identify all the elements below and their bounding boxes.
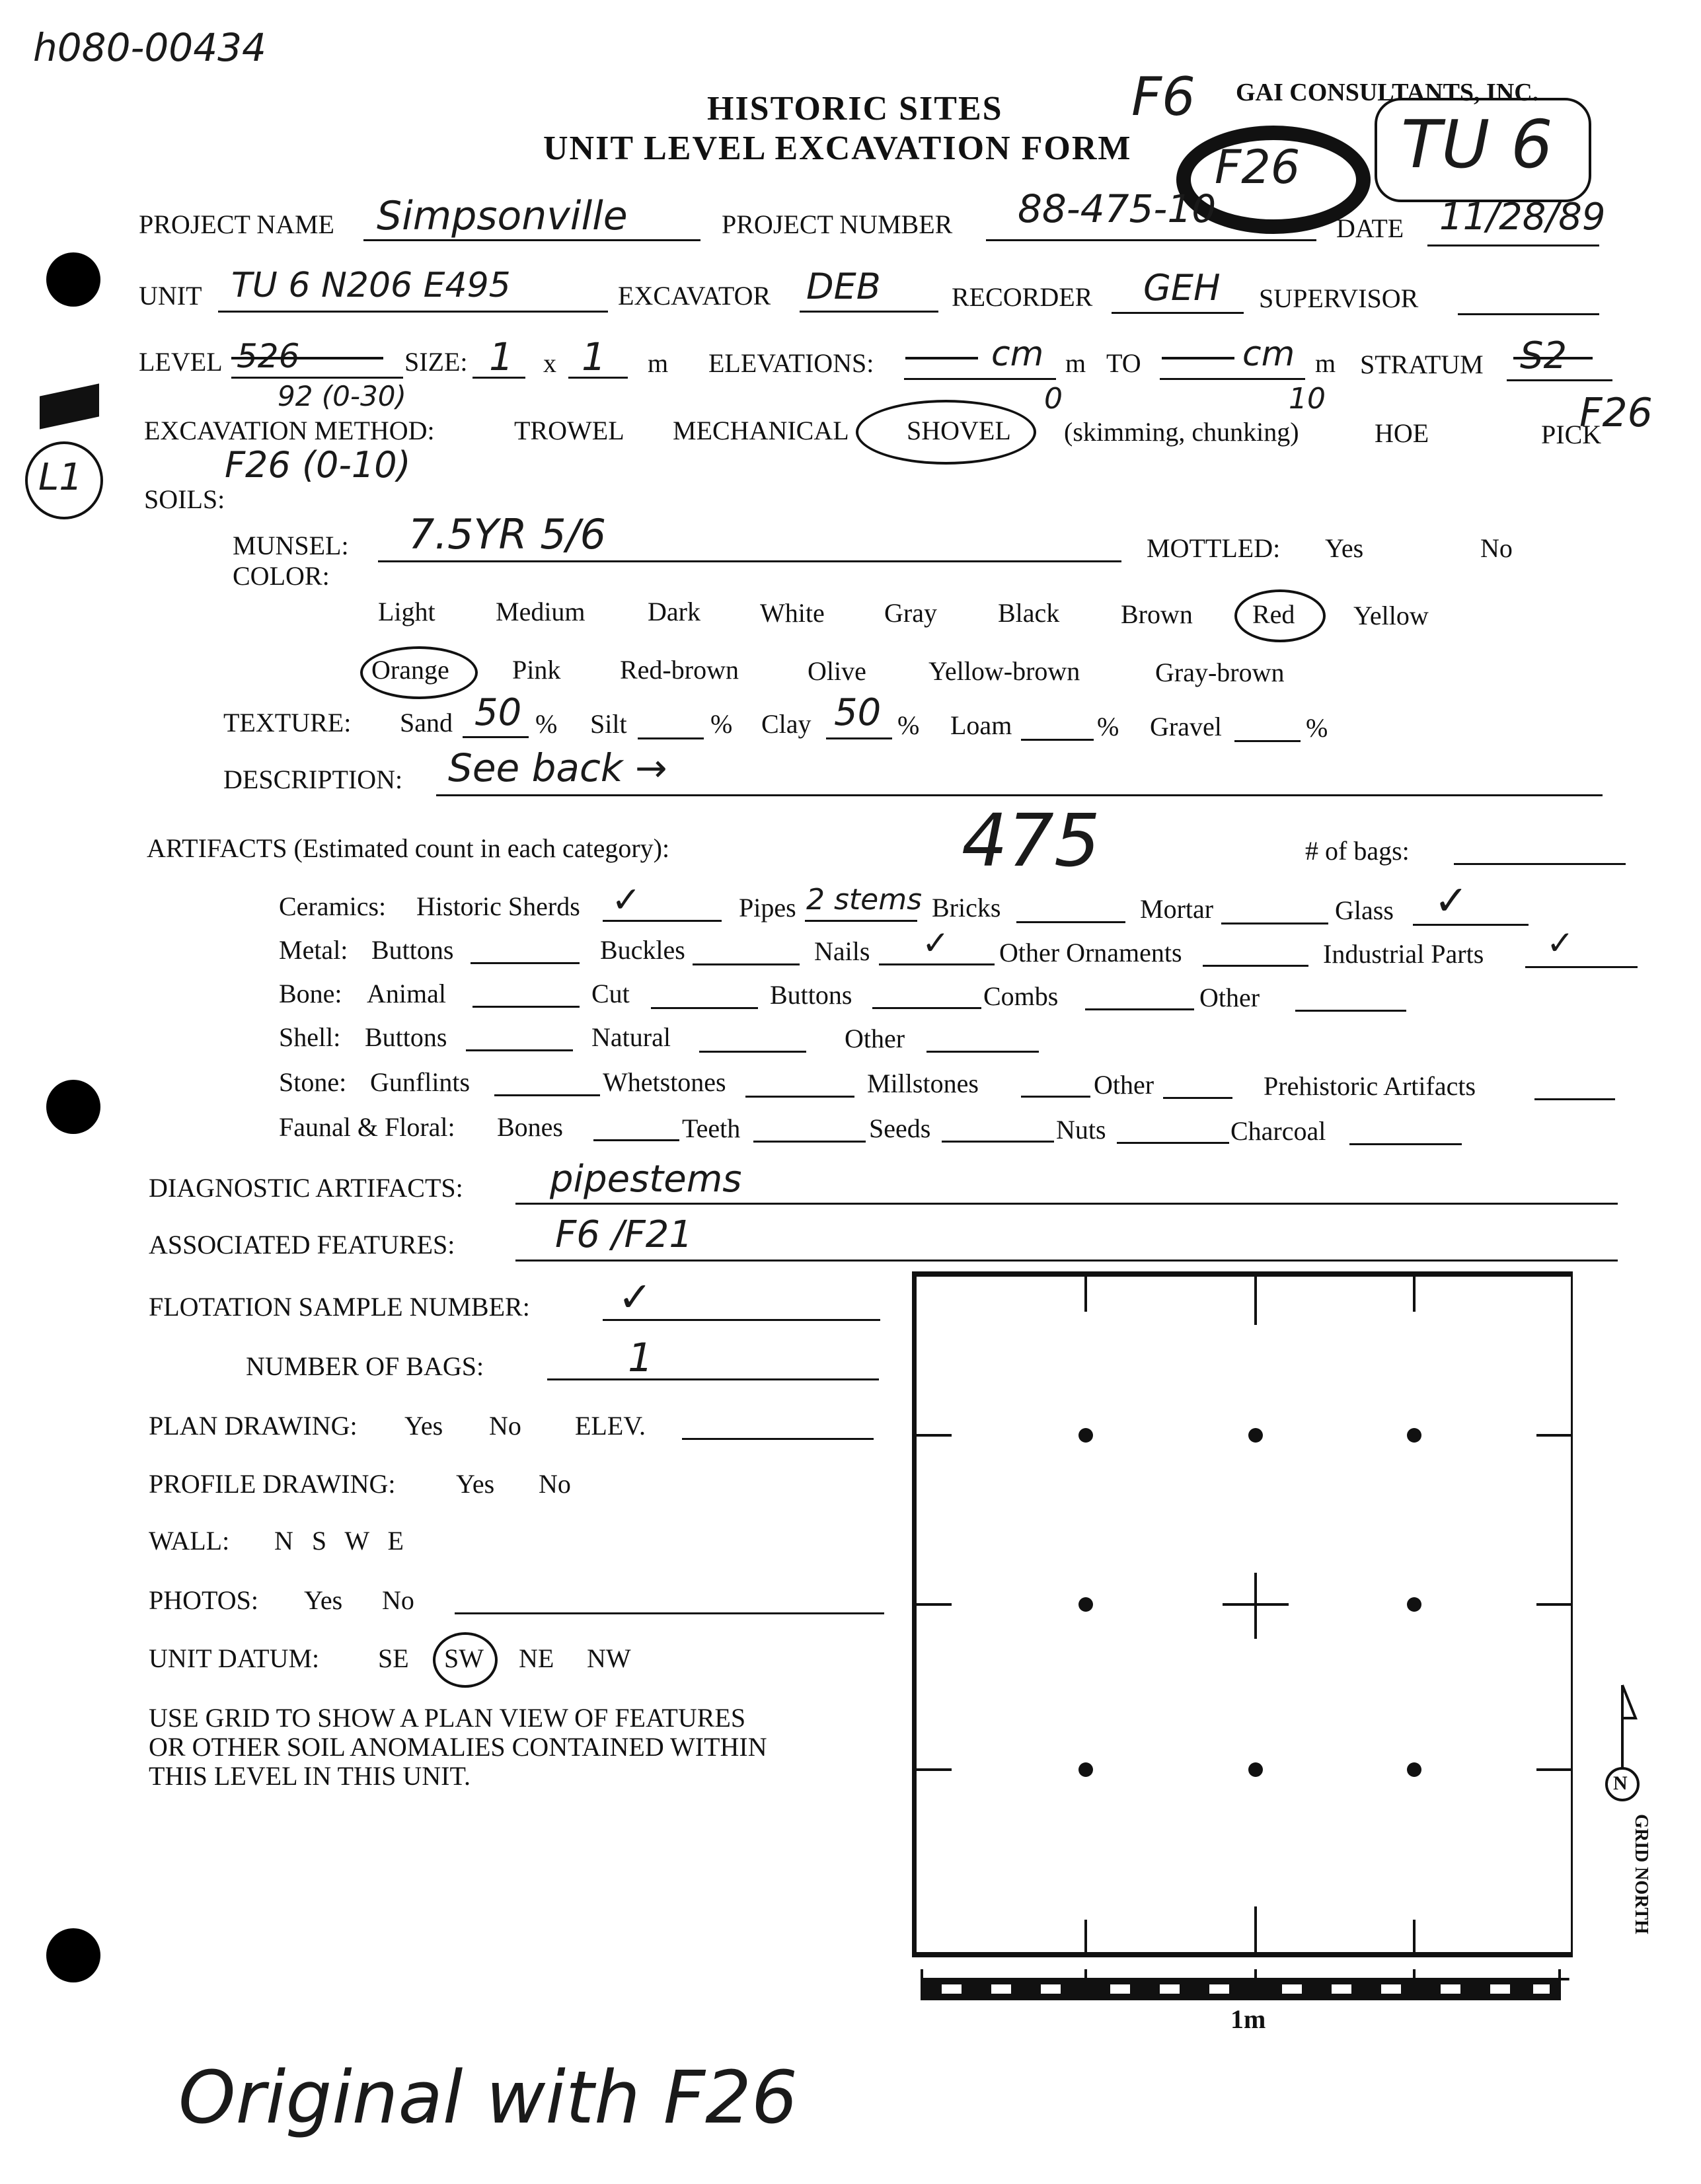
faunal-charcoal-label: Charcoal [1230, 1116, 1326, 1146]
supervisor-field[interactable] [1458, 313, 1599, 315]
color-light[interactable]: Light [378, 597, 435, 626]
wall-label: WALL: [149, 1526, 230, 1556]
shell-natural-label: Natural [591, 1022, 671, 1052]
unit-value: TU 6 N206 E495 [231, 266, 511, 305]
color-black[interactable]: Black [998, 598, 1060, 628]
m2: m [1315, 348, 1336, 378]
bone-cut-field[interactable] [651, 1007, 758, 1009]
diagnostic-label: DIAGNOSTIC ARTIFACTS: [149, 1173, 463, 1203]
profile-yes[interactable]: Yes [456, 1469, 495, 1499]
stone-whetstones-label: Whetstones [603, 1067, 726, 1097]
color-white[interactable]: White [760, 598, 825, 628]
margin-scribble [40, 383, 99, 429]
sand-field[interactable] [463, 736, 529, 738]
bags-count-label: # of bags: [1305, 836, 1410, 866]
gravel-pct: % [1306, 713, 1328, 743]
punch-hole [46, 252, 100, 307]
elevations-label: ELEVATIONS: [708, 348, 874, 378]
stratum-label: STRATUM [1360, 350, 1484, 379]
number-of-bags-value: 1 [628, 1335, 654, 1381]
method-mechanical[interactable]: MECHANICAL [673, 416, 849, 445]
elev-to-value: 10 [1289, 382, 1326, 416]
metal-nails-field[interactable] [879, 963, 995, 965]
supervisor-label: SUPERVISOR [1259, 283, 1419, 313]
metal-label: Metal: [279, 935, 348, 965]
faunal-bones-field[interactable] [593, 1139, 679, 1141]
plan-grid[interactable] [912, 1262, 1573, 2042]
red-circle [1234, 589, 1326, 642]
grid-north-label: GRID NORTH [1630, 1814, 1651, 1934]
number-of-bags-label: NUMBER OF BAGS: [246, 1351, 484, 1381]
silt-pct: % [710, 709, 733, 739]
color-red[interactable]: Red [1252, 599, 1295, 629]
north-letter: N [1613, 1772, 1628, 1794]
recorder-label: RECORDER [952, 282, 1093, 312]
shell-other-field[interactable] [926, 1051, 1039, 1053]
stone-prehistoric-label: Prehistoric Artifacts [1264, 1071, 1476, 1101]
sand-value: 50 [474, 691, 522, 734]
hand-tu6: TU 6 [1401, 106, 1553, 183]
datum-ne[interactable]: NE [519, 1643, 554, 1673]
faunal-teeth-field[interactable] [753, 1141, 866, 1143]
stone-millstones-field[interactable] [1021, 1096, 1090, 1098]
project-name-value: Simpsonville [377, 193, 628, 239]
scale-label: 1m [1230, 2004, 1266, 2034]
grid-border [914, 1274, 1573, 1955]
date-field[interactable] [1427, 245, 1599, 246]
faunal-nuts-field[interactable] [1117, 1142, 1229, 1144]
color-brown[interactable]: Brown [1121, 599, 1193, 629]
grid-note-line-2: OR OTHER SOIL ANOMALIES CONTAINED WITHIN [149, 1732, 767, 1762]
ceramics-glass-value: ✓ [1434, 876, 1468, 924]
faunal-charcoal-field[interactable] [1349, 1143, 1462, 1145]
loam-pct: % [1097, 712, 1119, 741]
stone-whetstones-field[interactable] [745, 1096, 854, 1098]
photos-label: PHOTOS: [149, 1585, 258, 1615]
stone-other-field[interactable] [1163, 1097, 1232, 1099]
ceramics-sherds-value: ✓ [611, 879, 642, 921]
loam-label: Loam [950, 710, 1012, 740]
ceramics-sherds-label: Historic Sherds [416, 891, 580, 921]
gravel-field[interactable] [1234, 740, 1301, 742]
description-field[interactable] [436, 794, 1603, 796]
photos-no[interactable]: No [382, 1585, 414, 1615]
project-number-field[interactable] [986, 239, 1316, 241]
stone-millstones-label: Millstones [867, 1069, 979, 1098]
level-strikeout [231, 357, 383, 359]
metal-ornaments-field[interactable] [1203, 965, 1308, 967]
silt-label: Silt [590, 709, 627, 739]
artifacts-hand-475: 475 [962, 798, 1100, 883]
shell-natural-field[interactable] [699, 1051, 806, 1053]
level-value: 92 (0-30) [278, 380, 406, 412]
color-olive[interactable]: Olive [808, 656, 866, 686]
silt-field[interactable] [638, 737, 704, 739]
metal-nails-value: ✓ [922, 924, 950, 962]
hand-f26-circled: F26 [1215, 140, 1301, 194]
scale-bar [922, 1969, 1569, 2000]
faunal-label: Faunal & Floral: [279, 1112, 455, 1142]
metal-buttons-label: Buttons [371, 935, 454, 965]
metal-industrial-label: Industrial Parts [1323, 939, 1484, 969]
unit-field[interactable] [218, 311, 608, 313]
form-title-1: HISTORIC SITES [707, 90, 1003, 128]
elev-to-field[interactable] [1160, 378, 1305, 380]
project-name-field[interactable] [363, 239, 700, 241]
ceramics-glass-label: Glass [1335, 895, 1394, 925]
flotation-label: FLOTATION SAMPLE NUMBER: [149, 1292, 530, 1322]
munsell-value: 7.5YR 5/6 [408, 510, 607, 558]
description-label: DESCRIPTION: [223, 765, 403, 794]
texture-label: TEXTURE: [223, 708, 352, 737]
unit-label: UNIT [139, 281, 202, 311]
profile-no[interactable]: No [539, 1469, 571, 1499]
size-b-value: 1 [582, 334, 606, 379]
grid-note-line-3: THIS LEVEL IN THIS UNIT. [149, 1761, 471, 1791]
excavator-field[interactable] [800, 311, 938, 313]
metal-buttons-field[interactable] [471, 962, 580, 964]
date-label: DATE [1336, 213, 1404, 243]
description-value: See back → [448, 745, 667, 790]
munsell-label-2: COLOR: [233, 561, 330, 591]
number-of-bags-field[interactable] [547, 1378, 879, 1380]
elev-from-value: 0 [1044, 382, 1063, 416]
sand-pct: % [535, 709, 558, 739]
elev-from-field[interactable] [904, 378, 1056, 380]
photos-yes[interactable]: Yes [304, 1585, 343, 1615]
bone-animal-label: Animal [367, 979, 446, 1008]
diagnostic-field[interactable] [515, 1203, 1618, 1205]
mottled-yes[interactable]: Yes [1325, 533, 1364, 563]
faunal-teeth-label: Teeth [682, 1113, 741, 1143]
method-note-right: F26 [1579, 390, 1653, 436]
size-m: m [648, 348, 669, 378]
color-medium[interactable]: Medium [496, 597, 586, 626]
ceramics-pipes-label: Pipes [739, 893, 796, 923]
metal-industrial-value: ✓ [1546, 924, 1574, 962]
bone-combs-field[interactable] [1085, 1008, 1194, 1010]
munsell-field[interactable] [378, 560, 1121, 562]
method-note-below: F26 (0-10) [225, 444, 411, 486]
ceramics-mortar-label: Mortar [1140, 894, 1214, 924]
sw-circle [433, 1632, 498, 1688]
margin-mark-l1: L1 [38, 456, 83, 499]
size-a-value: 1 [489, 334, 513, 379]
bone-combs-label: Combs [983, 981, 1059, 1011]
grid-note-line-1: USE GRID TO SHOW A PLAN VIEW OF FEATURES [149, 1703, 746, 1733]
stone-prehistoric-field[interactable] [1534, 1098, 1615, 1100]
stone-other-label: Other [1094, 1070, 1154, 1100]
unit-datum-label: UNIT DATUM: [149, 1643, 320, 1673]
recorder-value: GEH [1143, 267, 1221, 309]
m1: m [1065, 348, 1086, 378]
plan-elev-field[interactable] [682, 1438, 874, 1440]
punch-hole [46, 1928, 100, 1982]
method-skimming: (skimming, chunking) [1064, 417, 1299, 447]
metal-ornaments-label: Other Ornaments [999, 938, 1182, 967]
bone-other-label: Other [1199, 983, 1260, 1012]
stratum-field[interactable] [1507, 379, 1612, 381]
artifacts-label: ARTIFACTS (Estimated count in each category): [147, 833, 670, 863]
shell-label: Shell: [279, 1022, 341, 1052]
excavator-value: DEB [806, 266, 881, 307]
form-title-2: UNIT LEVEL EXCAVATION FORM [543, 130, 1132, 167]
stratum-value: S2 [1520, 334, 1568, 377]
elev-to-strike [1162, 357, 1234, 359]
faunal-seeds-label: Seeds [869, 1113, 931, 1143]
stone-label: Stone: [279, 1067, 347, 1097]
ceramics-bricks-label: Bricks [932, 893, 1001, 923]
size-label: SIZE: [404, 347, 468, 377]
color-yellow[interactable]: Yellow [1353, 601, 1429, 630]
bone-other-field[interactable] [1295, 1010, 1406, 1012]
mottled-no[interactable]: No [1480, 533, 1513, 563]
plan-drawing-label: PLAN DRAWING: [149, 1411, 358, 1441]
metal-nails-label: Nails [814, 936, 870, 966]
hand-f6: F6 [1131, 66, 1195, 128]
ceramics-glass-field[interactable] [1413, 924, 1529, 926]
footer-note: Original with F26 [178, 2055, 798, 2140]
clay-label: Clay [761, 709, 812, 739]
metal-industrial-field[interactable] [1525, 966, 1638, 968]
method-pick[interactable]: PICK [1541, 420, 1602, 449]
features-value: F6 /F21 [555, 1213, 693, 1256]
project-name-label: PROJECT NAME [139, 209, 334, 239]
company-name: GAI CONSULTANTS, INC. [1236, 79, 1539, 106]
elev-from-unit: cm [991, 334, 1044, 374]
metal-buckles-label: Buckles [600, 935, 685, 965]
stratum-strike [1513, 357, 1593, 359]
to-label: TO [1106, 348, 1141, 378]
plan-elev-label: ELEV. [575, 1411, 646, 1441]
plan-yes[interactable]: Yes [404, 1411, 443, 1441]
color-orange[interactable]: Orange [371, 655, 449, 685]
shovel-circle [856, 400, 1036, 465]
faunal-nuts-label: Nuts [1056, 1115, 1106, 1145]
faunal-seeds-field[interactable] [942, 1141, 1054, 1143]
sand-label: Sand [400, 708, 453, 737]
method-label: EXCAVATION METHOD: [144, 416, 435, 445]
photos-field[interactable] [455, 1612, 884, 1614]
method-shovel[interactable]: SHOVEL [907, 416, 1011, 445]
wall-options[interactable]: N S W E [274, 1526, 404, 1556]
excavator-label: EXCAVATOR [618, 281, 771, 311]
ceramics-pipes-field[interactable] [805, 920, 917, 922]
level-label: LEVEL [139, 347, 223, 377]
ceramics-mortar-field[interactable] [1221, 923, 1328, 924]
color-yellow-brown[interactable]: Yellow-brown [928, 656, 1080, 686]
ceramics-pipes-value: 2 stems [806, 883, 923, 917]
munsell-label: MUNSEL: [233, 531, 349, 560]
north-arrow-icon [1603, 1678, 1649, 1824]
document-id: h080-00434 [33, 25, 266, 70]
method-hoe[interactable]: HOE [1375, 418, 1429, 448]
color-red-brown[interactable]: Red-brown [620, 655, 739, 685]
clay-value: 50 [834, 691, 882, 734]
loam-field[interactable] [1021, 739, 1094, 741]
ceramics-bricks-field[interactable] [1016, 921, 1125, 923]
datum-se[interactable]: SE [378, 1643, 409, 1673]
color-gray[interactable]: Gray [884, 598, 937, 628]
color-dark[interactable]: Dark [648, 597, 700, 626]
bone-buttons-label: Buttons [770, 980, 852, 1010]
recorder-field[interactable] [1112, 312, 1244, 314]
gravel-label: Gravel [1150, 712, 1222, 741]
method-trowel[interactable]: TROWEL [514, 416, 624, 445]
elev-from-strike [905, 357, 978, 359]
color-gray-brown[interactable]: Gray-brown [1155, 658, 1285, 687]
grid-dots [1078, 1428, 1421, 1777]
mottled-label: MOTTLED: [1147, 533, 1281, 563]
plan-no[interactable]: No [489, 1411, 521, 1441]
bone-label: Bone: [279, 979, 342, 1008]
metal-buckles-field[interactable] [693, 963, 800, 965]
level-struck-value: 526 [237, 337, 300, 375]
bone-cut-label: Cut [591, 979, 630, 1008]
stone-gunflints-label: Gunflints [370, 1067, 471, 1097]
bone-animal-field[interactable] [472, 1006, 580, 1008]
level-field[interactable] [231, 377, 403, 379]
datum-sw[interactable]: SW [444, 1643, 484, 1673]
shell-buttons-field[interactable] [466, 1049, 573, 1051]
stone-gunflints-field[interactable] [494, 1094, 600, 1096]
faunal-bones-label: Bones [497, 1112, 563, 1142]
clay-pct: % [897, 710, 920, 740]
profile-drawing-label: PROFILE DRAWING: [149, 1469, 396, 1499]
features-field[interactable] [515, 1260, 1618, 1261]
bone-buttons-field[interactable] [872, 1007, 981, 1009]
project-number-value: 88-475-10 [1018, 186, 1217, 231]
flotation-value: ✓ [618, 1273, 652, 1321]
project-number-label: PROJECT NUMBER [722, 209, 953, 239]
punch-hole [46, 1080, 100, 1134]
size-x: x [543, 348, 556, 378]
date-value: 11/28/89 [1439, 196, 1606, 239]
clay-field[interactable] [826, 737, 892, 739]
features-label: ASSOCIATED FEATURES: [149, 1230, 455, 1260]
datum-nw[interactable]: NW [587, 1643, 631, 1673]
grid-edge-ticks [915, 1275, 1573, 1956]
orange-circle [360, 646, 478, 699]
shell-other-label: Other [845, 1024, 905, 1053]
color-pink[interactable]: Pink [512, 655, 561, 685]
shell-buttons-label: Buttons [365, 1022, 447, 1052]
ceramics-label: Ceramics: [279, 891, 387, 921]
diagnostic-value: pipestems [550, 1158, 742, 1201]
soils-label: SOILS: [144, 484, 225, 514]
elev-to-unit: cm [1242, 334, 1295, 374]
bags-count-field[interactable] [1454, 863, 1626, 865]
